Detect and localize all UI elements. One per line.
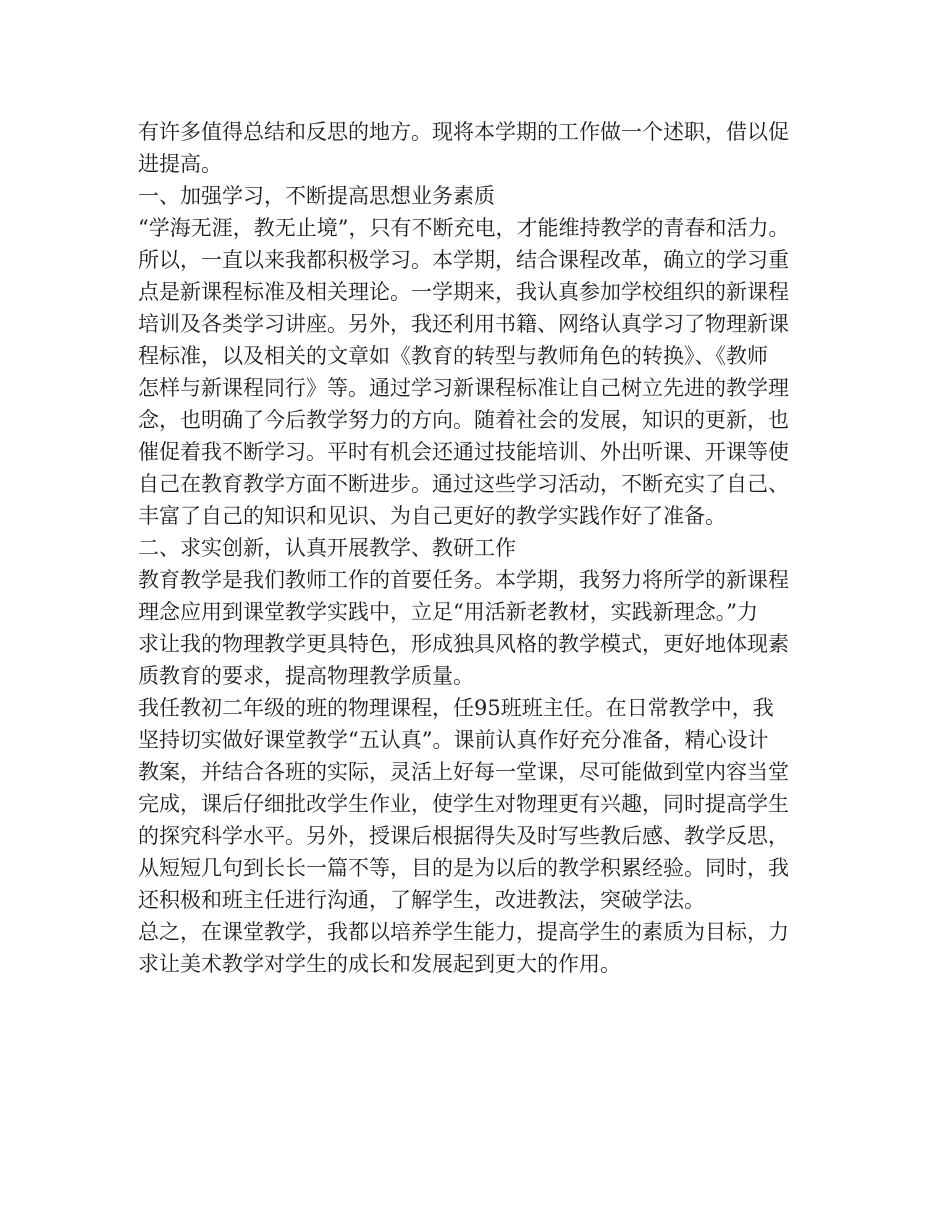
text-line: 所以，一直以来我都积极学习。本学期，结合课程改革，确立的学习重	[138, 248, 789, 272]
text-line: 从短短几句到长长一篇不等，目的是为以后的教学积累经验。同时，我	[138, 856, 789, 880]
text-line: 催促着我不断学习。平时有机会还通过技能培训、外出听课、开课等使	[138, 440, 789, 464]
text-line: 有许多值得总结和反思的地方。现将本学期的工作做一个述职，借以促	[138, 120, 789, 144]
text-line: 质教育的要求，提高物理教学质量。	[138, 664, 474, 688]
text-line: 总之，在课堂教学，我都以培养学生能力，提高学生的素质为目标，力	[138, 920, 789, 944]
text-line: 进提高。	[138, 152, 222, 176]
text-line: 的探究科学水平。另外，授课后根据得失及时写些教后感、教学反思，	[138, 824, 789, 848]
text-line: 求让我的物理教学更具特色，形成独具风格的教学模式，更好地体现素	[138, 632, 789, 656]
text-line: 培训及各类学习讲座。另外，我还利用书籍、网络认真学习了物理新课	[138, 312, 789, 336]
text-line: 念，也明确了今后教学努力的方向。随着社会的发展，知识的更新，也	[138, 408, 789, 432]
text-line: 还积极和班主任进行沟通，了解学生，改进教法，突破学法。	[138, 888, 705, 912]
text-line: 丰富了自己的知识和见识、为自己更好的教学实践作好了准备。	[138, 504, 726, 528]
text-line: 坚持切实做好课堂教学“五认真”。课前认真作好充分准备，精心设计	[138, 728, 769, 752]
document-body	[138, 116, 828, 980]
section-heading: 一、加强学习，不断提高思想业务素质	[138, 184, 495, 208]
text-line: 教案，并结合各班的实际，灵活上好每一堂课，尽可能做到堂内容当堂	[138, 760, 789, 784]
text-line: 程标准，以及相关的文章如《教育的转型与教师角色的转换》、《教师	[138, 344, 768, 368]
text-line: 完成，课后仔细批改学生作业，使学生对物理更有兴趣，同时提高学生	[138, 792, 789, 816]
text-line: 自己在教育教学方面不断进步。通过这些学习活动，不断充实了自己、	[138, 472, 789, 496]
text-line: 教育教学是我们教师工作的首要任务。本学期，我努力将所学的新课程	[138, 568, 789, 592]
section-heading: 二、求实创新，认真开展教学、教研工作	[138, 536, 516, 560]
text-line: “学海无涯，教无止境”，只有不断充电，才能维持教学的青春和活力。	[138, 216, 790, 240]
text-line: 我任教初二年级的班的物理课程，任95班班主任。在日常教学中，我	[138, 696, 774, 720]
text-line: 理念应用到课堂教学实践中，立足“用活新老教材，实践新理念。”力	[138, 600, 758, 624]
text-line: 怎样与新课程同行》等。通过学习新课程标准让自己树立先进的教学理	[138, 376, 789, 400]
text-line: 点是新课程标准及相关理论。一学期来，我认真参加学校组织的新课程	[138, 280, 789, 304]
text-line: 求让美术教学对学生的成长和发展起到更大的作用。	[138, 952, 621, 976]
